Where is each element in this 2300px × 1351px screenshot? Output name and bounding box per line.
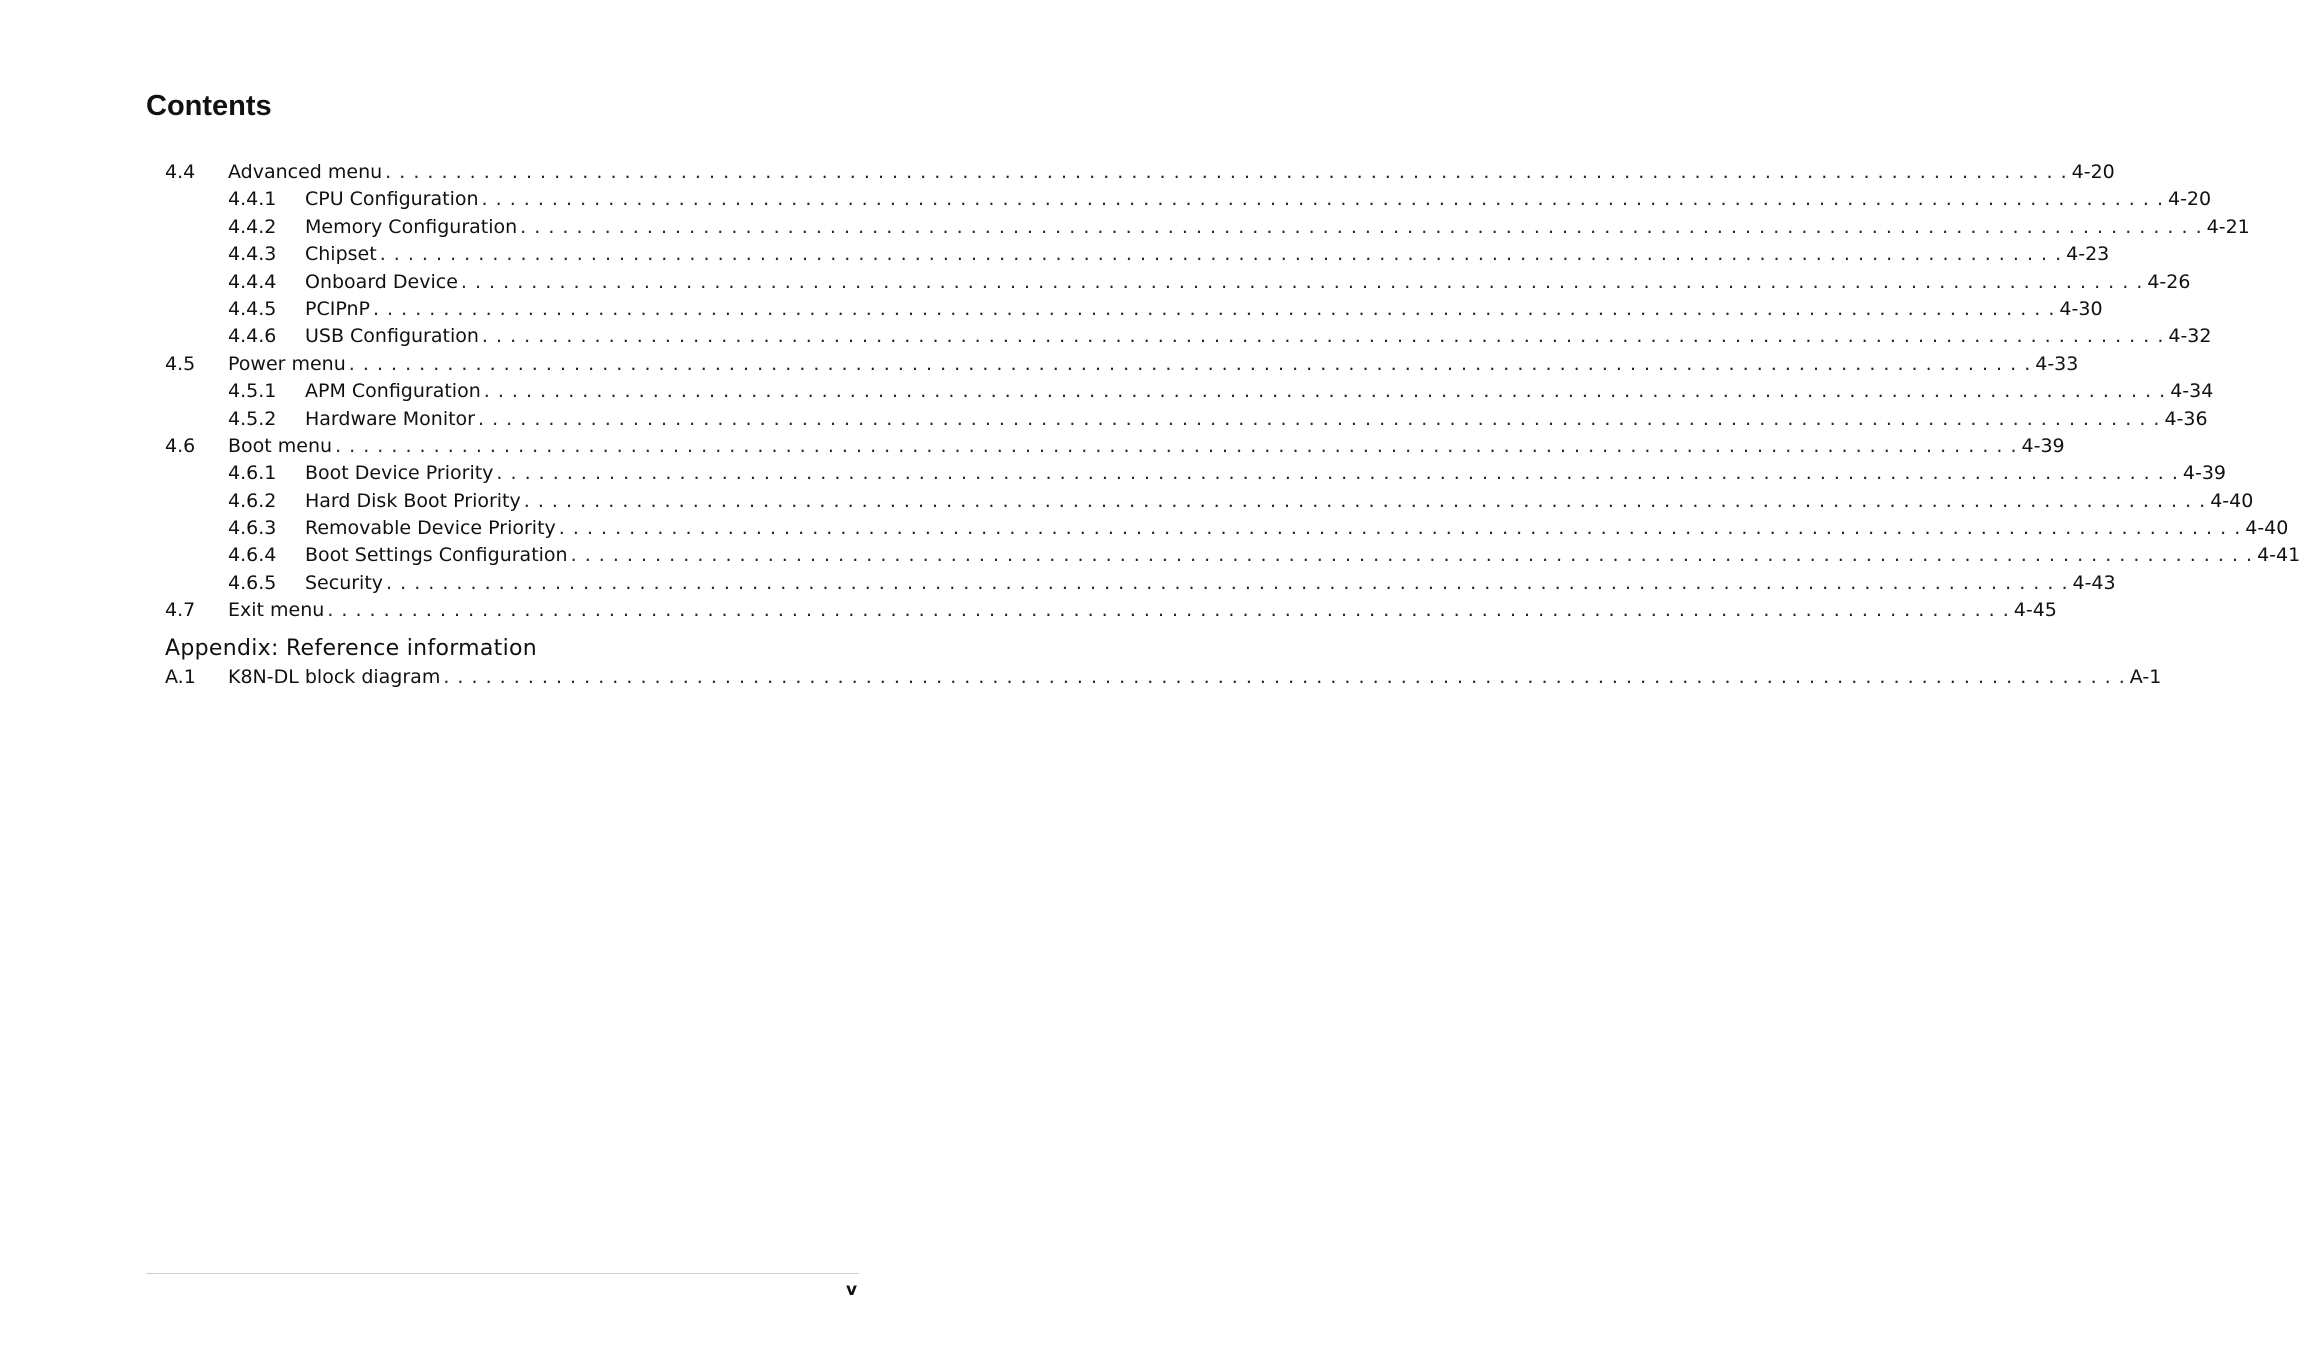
toc-entry-number: 4.5 <box>165 352 196 375</box>
toc-entry-label: Boot menu <box>228 434 333 457</box>
dot-leader: . . . . . . . . . . . . . . . . . . . . . . . . . . . . . . . . . . . . . . . . . . . . . . . . . . . . . . . . . . . . . . . . . . . . . . . . . . . . . . . . . . . . . . . . . . . . . . . . . . . . . . . . . . . . . . . . . . . . . . . . <box>496 462 2179 485</box>
toc-entry[interactable] <box>165 296 2103 323</box>
toc-entry-label: CPU Configuration <box>305 188 479 211</box>
toc-entry-label: Advanced menu <box>228 161 383 183</box>
toc-entry[interactable] <box>165 488 2254 515</box>
toc-entry-label: Memory Configuration <box>305 215 518 238</box>
appendix-heading: Appendix: Reference information <box>165 636 538 661</box>
toc-entry-label: Hardware Monitor <box>305 407 475 430</box>
toc-entry-label: USB Configuration <box>305 325 479 348</box>
toc-entry-page: 4-26 <box>2147 270 2191 293</box>
toc-entry-number: 4.5.1 <box>228 380 277 403</box>
toc-entry-label: APM Configuration <box>305 380 481 403</box>
toc-entry-number: 4.6.2 <box>228 489 277 512</box>
toc-entry-label: PCIPnP <box>305 297 370 320</box>
toc-entry-number: 4.5.2 <box>228 407 277 430</box>
toc-entry[interactable] <box>165 351 2079 378</box>
toc-entry[interactable] <box>165 186 2212 213</box>
toc-entry-number: 4.4.1 <box>228 188 277 211</box>
toc-entry[interactable] <box>165 515 2289 542</box>
toc-entry-page: 4-33 <box>2035 352 2079 375</box>
toc-entry-label: Power menu <box>228 352 346 375</box>
toc-entry[interactable] <box>165 323 2212 350</box>
toc-entry-label: Hard Disk Boot Priority <box>305 489 521 512</box>
toc-entry[interactable] <box>165 241 2110 268</box>
toc-entry[interactable] <box>165 406 2208 433</box>
toc-entry-label: Removable Device Priority <box>305 517 556 540</box>
toc-entry-page: 4-32 <box>2168 325 2212 348</box>
dot-leader: . . . . . . . . . . . . . . . . . . . . . . . . . . . . . . . . . . . . . . . . . . . . . . . . . . . . . . . . . . . . . . . . . . . . . . . . . . . . . . . . . . . . . . . . . . . . . . . . . . . . . . . . . . . . . . . . . . . . . . . . <box>335 434 2018 457</box>
dot-leader: . . . . . . . . . . . . . . . . . . . . . . . . . . . . . . . . . . . . . . . . . . . . . . . . . . . . . . . . . . . . . . . . . . . . . . . . . . . . . . . . . . . . . . . . . . . . . . . . . . . . . . . . . . . . . . . . . . . . . . . . <box>483 380 2167 403</box>
dot-leader: . . . . . . . . . . . . . . . . . . . . . . . . . . . . . . . . . . . . . . . . . . . . . . . . . . . . . . . . . . . . . . . . . . . . . . . . . . . . . . . . . . . . . . . . . . . . . . . . . . . . . . . . . . . . . . . . . . . . . . . . <box>348 352 2032 375</box>
toc-entry-number: 4.4.5 <box>228 297 277 320</box>
toc-entry[interactable] <box>165 269 2191 296</box>
dot-leader: . . . . . . . . . . . . . . . . . . . . . . . . . . . . . . . . . . . . . . . . . . . . . . . . . . . . . . . . . . . . . . . . . . . . . . . . . . . . . . . . . . . . . . . . . . . . . . . . . . . . . . . . . . . . . . . . . . . . . . . . <box>478 407 2161 430</box>
toc-entry-number: 4.6.4 <box>228 544 277 567</box>
toc-entry-page: 4-41 <box>2257 544 2300 567</box>
footer-rule <box>146 1273 859 1274</box>
toc-entry-page: 4-20 <box>2071 161 2115 183</box>
dot-leader: . . . . . . . . . . . . . . . . . . . . . . . . . . . . . . . . . . . . . . . . . . . . . . . . . . . . . . . . . . . . . . . . . . . . . . . . . . . . . . . . . . . . . . . . . . . . . . . . . . . . . . . . . . . . . . . . . . . . . . . . <box>386 571 2069 594</box>
toc-entry-page: 4-20 <box>2167 188 2212 211</box>
toc-entry-page: 4-40 <box>2210 489 2254 512</box>
toc-entry-page: 4-30 <box>2059 297 2103 320</box>
toc-entry-label: Security <box>305 571 384 594</box>
toc-entry-number: 4.4.2 <box>228 215 277 238</box>
toc-entry-page: 4-39 <box>2182 462 2226 485</box>
toc-entry-number: A.1 <box>165 666 196 688</box>
toc-entry-page: 4-40 <box>2245 517 2289 540</box>
toc-entry-number: 4.4.4 <box>228 270 277 293</box>
toc-entry-page: 4-36 <box>2164 407 2208 430</box>
toc-entry-label: Boot Device Priority <box>305 462 494 485</box>
dot-leader: . . . . . . . . . . . . . . . . . . . . . . . . . . . . . . . . . . . . . . . . . . . . . . . . . . . . . . . . . . . . . . . . . . . . . . . . . . . . . . . . . . . . . . . . . . . . . . . . . . . . . . . . . . . . . . . . . . . . . . . . <box>558 517 2242 540</box>
toc-entry[interactable] <box>165 597 2057 624</box>
toc-entry-label: Exit menu <box>228 599 325 622</box>
toc-entry-number: 4.7 <box>165 599 196 622</box>
toc-entry-number: 4.6.1 <box>228 462 277 485</box>
toc-entry-label: Chipset <box>305 243 377 266</box>
toc-entry-page: 4-23 <box>2066 243 2110 266</box>
toc-entry-number: 4.6.5 <box>228 571 277 594</box>
table-of-contents <box>165 159 2300 625</box>
dot-leader: . . . . . . . . . . . . . . . . . . . . . . . . . . . . . . . . . . . . . . . . . . . . . . . . . . . . . . . . . . . . . . . . . . . . . . . . . . . . . . . . . . . . . . . . . . . . . . . . . . . . . . . . . . . . . . . . . . . . . . . . <box>379 243 2063 266</box>
toc-entry-number: 4.4.3 <box>228 243 277 266</box>
toc-entry-page: 4-21 <box>2206 215 2250 238</box>
toc-entry[interactable] <box>165 159 2115 186</box>
dot-leader: . . . . . . . . . . . . . . . . . . . . . . . . . . . . . . . . . . . . . . . . . . . . . . . . . . . . . . . . . . . . . . . . . . . . . . . . . . . . . . . . . . . . . . . . . . . . . . . . . . . . . . . . . . . . . . . . . . . . . . . . <box>372 297 2056 320</box>
page-title: Contents <box>146 90 272 122</box>
toc-entry[interactable] <box>165 542 2300 569</box>
toc-entry-number: 4.4 <box>165 161 196 183</box>
dot-leader: . . . . . . . . . . . . . . . . . . . . . . . . . . . . . . . . . . . . . . . . . . . . . . . . . . . . . . . . . . . . . . . . . . . . . . . . . . . . . . . . . . . . . . . . . . . . . . . . . . . . . . . . . . . . . . . . . . . . . . . . <box>520 215 2203 238</box>
dot-leader: . . . . . . . . . . . . . . . . . . . . . . . . . . . . . . . . . . . . . . . . . . . . . . . . . . . . . . . . . . . . . . . . . . . . . . . . . . . . . . . . . . . . . . . . . . . . . . . . . . . . . . . . . . . . . . . . . . . . . . . . <box>481 188 2164 211</box>
toc-entry-number: 4.6 <box>165 434 196 457</box>
toc-entry[interactable] <box>165 664 2162 691</box>
toc-entry-label: K8N-DL block diagram <box>228 666 441 688</box>
toc-entry-page: 4-34 <box>2170 380 2214 403</box>
toc-entry-page: A-1 <box>2129 666 2162 688</box>
toc-entry-number: 4.4.6 <box>228 325 277 348</box>
dot-leader: . . . . . . . . . . . . . . . . . . . . . . . . . . . . . . . . . . . . . . . . . . . . . . . . . . . . . . . . . . . . . . . . . . . . . . . . . . . . . . . . . . . . . . . . . . . . . . . . . . . . . . . . . . . . . . . . . . . . . . . . <box>570 544 2254 567</box>
appendix-entries <box>165 664 2162 691</box>
dot-leader: . . . . . . . . . . . . . . . . . . . . . . . . . . . . . . . . . . . . . . . . . . . . . . . . . . . . . . . . . . . . . . . . . . . . . . . . . . . . . . . . . . . . . . . . . . . . . . . . . . . . . . . . . . . . . . . . . . . . . . . . <box>327 599 2010 622</box>
toc-entry[interactable] <box>165 378 2214 405</box>
toc-entry-page: 4-43 <box>2072 571 2116 594</box>
toc-entry[interactable] <box>165 460 2226 487</box>
dot-leader: . . . . . . . . . . . . . . . . . . . . . . . . . . . . . . . . . . . . . . . . . . . . . . . . . . . . . . . . . . . . . . . . . . . . . . . . . . . . . . . . . . . . . . . . . . . . . . . . . . . . . . . . . . . . . . . . . . . . . . . . <box>523 489 2207 512</box>
toc-entry-number: 4.6.3 <box>228 517 277 540</box>
dot-leader: . . . . . . . . . . . . . . . . . . . . . . . . . . . . . . . . . . . . . . . . . . . . . . . . . . . . . . . . . . . . . . . . . . . . . . . . . . . . . . . . . . . . . . . . . . . . . . . . . . . . . . . . . . . . . . . . . . . . . . . . <box>385 161 2068 183</box>
toc-entry[interactable] <box>165 570 2116 597</box>
dot-leader: . . . . . . . . . . . . . . . . . . . . . . . . . . . . . . . . . . . . . . . . . . . . . . . . . . . . . . . . . . . . . . . . . . . . . . . . . . . . . . . . . . . . . . . . . . . . . . . . . . . . . . . . . . . . . . . . . . . . . . . . <box>481 325 2165 348</box>
toc-entry[interactable] <box>165 214 2250 241</box>
dot-leader: . . . . . . . . . . . . . . . . . . . . . . . . . . . . . . . . . . . . . . . . . . . . . . . . . . . . . . . . . . . . . . . . . . . . . . . . . . . . . . . . . . . . . . . . . . . . . . . . . . . . . . . . . . . . . . . . . . . . . . . . <box>443 666 2126 688</box>
toc-entry[interactable] <box>165 433 2065 460</box>
page-number: v <box>846 1280 858 1300</box>
dot-leader: . . . . . . . . . . . . . . . . . . . . . . . . . . . . . . . . . . . . . . . . . . . . . . . . . . . . . . . . . . . . . . . . . . . . . . . . . . . . . . . . . . . . . . . . . . . . . . . . . . . . . . . . . . . . . . . . . . . . . . . . <box>460 270 2144 293</box>
toc-entry-page: 4-45 <box>2013 599 2057 622</box>
toc-entry-label: Boot Settings Configuration <box>305 544 568 567</box>
toc-entry-label: Onboard Device <box>305 270 458 293</box>
toc-entry-page: 4-39 <box>2021 434 2065 457</box>
